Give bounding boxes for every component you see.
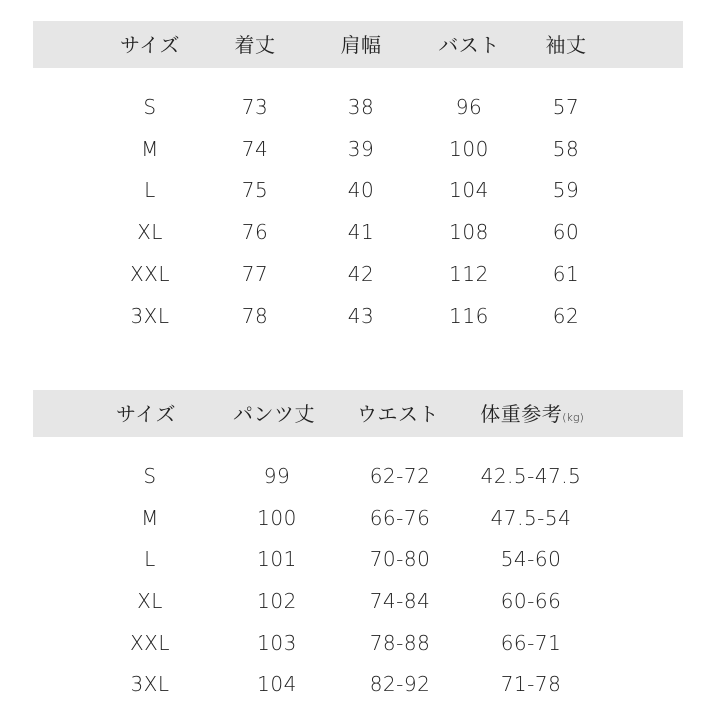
table-cell: M bbox=[141, 137, 159, 161]
table-cell: 73 bbox=[241, 95, 269, 119]
table-cell: 116 bbox=[449, 304, 489, 328]
table-cell: 60 bbox=[552, 220, 580, 244]
column-header-bust: バスト bbox=[438, 33, 500, 57]
column-header-size: サイズ bbox=[116, 402, 176, 426]
column-header-weight-reference bbox=[480, 402, 584, 430]
table-cell: 96 bbox=[455, 95, 483, 119]
weight-unit-label: (kg) bbox=[562, 411, 584, 424]
table-cell: L bbox=[144, 178, 156, 202]
table-cell: 99 bbox=[263, 464, 291, 488]
table-cell: 103 bbox=[257, 631, 297, 655]
table-cell: 100 bbox=[257, 506, 297, 530]
table-cell: 82-92 bbox=[369, 672, 431, 696]
table-cell: S bbox=[143, 95, 157, 119]
table-cell: 59 bbox=[552, 178, 580, 202]
table-cell: 78 bbox=[241, 304, 269, 328]
table-cell: 70-80 bbox=[369, 547, 431, 571]
table-cell: 101 bbox=[257, 547, 297, 571]
table-cell: 104 bbox=[257, 672, 297, 696]
table-cell: 74-84 bbox=[369, 589, 431, 613]
table-cell: 78-88 bbox=[369, 631, 431, 655]
table-cell: 66-71 bbox=[500, 631, 562, 655]
table-cell: 43 bbox=[347, 304, 375, 328]
table-cell: 62 bbox=[552, 304, 580, 328]
weight-reference-label: 体重参考 bbox=[480, 402, 563, 426]
table-cell: 3XL bbox=[130, 304, 170, 328]
table-cell: 39 bbox=[347, 137, 375, 161]
table-cell: 47.5-54 bbox=[490, 506, 572, 530]
table-cell: XL bbox=[137, 220, 163, 244]
table-cell: 112 bbox=[449, 262, 489, 286]
table-cell: 104 bbox=[449, 178, 489, 202]
table-cell: 42 bbox=[347, 262, 375, 286]
column-header-size: サイズ bbox=[120, 33, 180, 57]
table-cell: L bbox=[144, 547, 156, 571]
table-cell: 58 bbox=[552, 137, 580, 161]
column-header-pants-length: パンツ丈 bbox=[233, 402, 315, 426]
table-cell: 62-72 bbox=[369, 464, 431, 488]
table-cell: 71-78 bbox=[500, 672, 562, 696]
table-cell: 38 bbox=[347, 95, 375, 119]
column-header-length: 着丈 bbox=[234, 33, 276, 57]
table-cell: 54-60 bbox=[500, 547, 562, 571]
table-cell: 100 bbox=[449, 137, 489, 161]
table-cell: XXL bbox=[129, 262, 171, 286]
table-cell: 61 bbox=[552, 262, 580, 286]
table-cell: 74 bbox=[241, 137, 269, 161]
table-cell: 77 bbox=[241, 262, 269, 286]
table-cell: XXL bbox=[129, 631, 171, 655]
table-cell: 41 bbox=[347, 220, 375, 244]
table-cell: S bbox=[143, 464, 157, 488]
table-cell: 40 bbox=[347, 178, 375, 202]
column-header-waist: ウエスト bbox=[357, 402, 439, 426]
table-cell: 66-76 bbox=[369, 506, 431, 530]
column-header-shoulder: 肩幅 bbox=[340, 33, 382, 57]
table-cell: M bbox=[141, 506, 159, 530]
table-cell: 108 bbox=[449, 220, 489, 244]
table-cell: 60-66 bbox=[500, 589, 562, 613]
table-cell: XL bbox=[137, 589, 163, 613]
table-cell: 57 bbox=[552, 95, 580, 119]
column-header-sleeve: 袖丈 bbox=[545, 33, 587, 57]
table-cell: 75 bbox=[241, 178, 269, 202]
table-cell: 102 bbox=[257, 589, 297, 613]
table-cell: 3XL bbox=[130, 672, 170, 696]
table-cell: 76 bbox=[241, 220, 269, 244]
table-cell: 42.5-47.5 bbox=[480, 464, 582, 488]
